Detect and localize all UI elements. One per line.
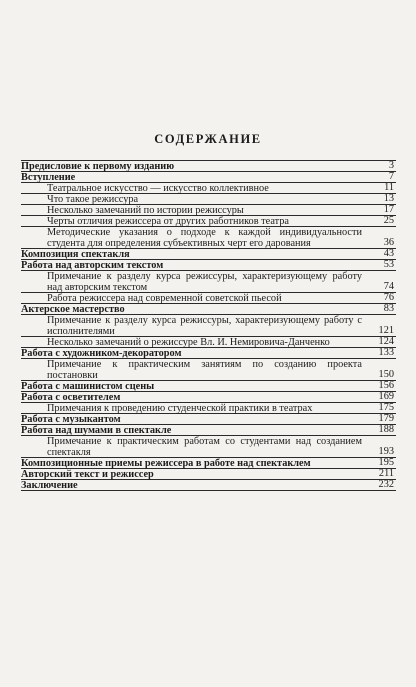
toc-entry-page-number: 121 bbox=[378, 325, 394, 336]
toc-chapter-entry bbox=[21, 172, 396, 183]
toc-entry-title: Работа с музыкантом bbox=[21, 414, 121, 425]
toc-chapter-entry bbox=[21, 161, 396, 172]
toc-subsection-entry bbox=[21, 194, 396, 205]
toc-subsection-entry bbox=[21, 205, 396, 216]
toc-entry-page-number: 7 bbox=[388, 171, 394, 182]
toc-entry-page-number: 133 bbox=[378, 347, 394, 358]
toc-entry-title: Примечание к разделу курса режиссуры, характеризующему работу с исполнителями bbox=[47, 315, 362, 337]
toc-entry-page-number: 188 bbox=[378, 424, 394, 435]
toc-entry-title: Примечание к разделу курса режиссуры, характеризующему работу над авторским текстом bbox=[47, 271, 362, 293]
toc-entry-title: Примечание к практическим работам со студентами над созданием спектакля bbox=[47, 436, 362, 458]
toc-chapter-entry bbox=[21, 458, 396, 469]
toc-entry-page-number: 169 bbox=[378, 391, 394, 402]
toc-subsection-entry bbox=[21, 227, 396, 249]
toc-chapter-entry bbox=[21, 249, 396, 260]
toc-subsection-entry bbox=[21, 183, 396, 194]
toc-entry-title: Работа с осветителем bbox=[21, 392, 121, 403]
toc-entry-title: Театральное искусство — искусство коллективное bbox=[47, 183, 269, 194]
toc-entry-title: Композиционные приемы режиссера в работе над спектаклем bbox=[21, 458, 311, 469]
toc-subsection-entry bbox=[21, 315, 396, 337]
toc-entry-page-number: 76 bbox=[383, 292, 394, 303]
toc-entry-page-number: 195 bbox=[378, 457, 394, 468]
toc-entry-title: Вступление bbox=[21, 172, 76, 183]
toc-entry-page-number: 124 bbox=[378, 336, 394, 347]
toc-entry-title: Заключение bbox=[21, 480, 78, 491]
table-of-contents bbox=[21, 160, 396, 491]
toc-entry-page-number: 83 bbox=[383, 303, 394, 314]
toc-chapter-entry bbox=[21, 392, 396, 403]
toc-subsection-entry bbox=[21, 337, 396, 348]
toc-entry-title: Несколько замечаний по истории режиссуры bbox=[47, 205, 244, 216]
toc-entry-page-number: 150 bbox=[378, 369, 394, 380]
toc-entry-page-number: 25 bbox=[383, 215, 394, 226]
toc-subsection-entry bbox=[21, 359, 396, 381]
toc-entry-page-number: 175 bbox=[378, 402, 394, 413]
toc-entry-page-number: 74 bbox=[383, 281, 394, 292]
toc-entry-title: Композиция спектакля bbox=[21, 249, 130, 260]
toc-entry-title: Работа над авторским текстом bbox=[21, 260, 164, 271]
toc-chapter-entry bbox=[21, 469, 396, 480]
toc-subsection-entry bbox=[21, 403, 396, 414]
toc-chapter-entry bbox=[21, 304, 396, 315]
toc-entry-title: Что такое режиссура bbox=[47, 194, 139, 205]
toc-entry-page-number: 211 bbox=[378, 468, 394, 479]
toc-entry-title: Работа над шумами в спектакле bbox=[21, 425, 172, 436]
toc-entry-page-number: 13 bbox=[383, 193, 394, 204]
toc-entry-page-number: 17 bbox=[383, 204, 394, 215]
toc-entry-page-number: 156 bbox=[378, 380, 394, 391]
toc-entry-page-number: 3 bbox=[388, 160, 394, 171]
toc-chapter-entry bbox=[21, 260, 396, 271]
toc-subsection-entry bbox=[21, 436, 396, 458]
toc-subsection-entry bbox=[21, 216, 396, 227]
toc-entry-title: Актерское мастерство bbox=[21, 304, 125, 315]
toc-entry-title: Черты отличия режиссера от других работников театра bbox=[47, 216, 289, 227]
toc-entry-title: Несколько замечаний о режиссуре Вл. И. Немировича-Данченко bbox=[47, 337, 330, 348]
toc-entry-page-number: 43 bbox=[383, 248, 394, 259]
toc-entry-page-number: 232 bbox=[378, 479, 394, 490]
toc-entry-page-number: 11 bbox=[384, 182, 394, 193]
toc-subsection-entry bbox=[21, 293, 396, 304]
toc-chapter-entry bbox=[21, 414, 396, 425]
toc-entry-title: Работа с художником-декоратором bbox=[21, 348, 182, 359]
toc-chapter-entry bbox=[21, 348, 396, 359]
toc-entry-title: Работа режиссера над современной советской пьесой bbox=[47, 293, 282, 304]
toc-entry-title: Предисловие к первому изданию bbox=[21, 161, 175, 172]
toc-entry-title: Примечание к практическим занятиям по созданию проекта постановки bbox=[47, 359, 362, 381]
toc-entry-title: Работа с машинистом сцены bbox=[21, 381, 155, 392]
toc-entry-page-number: 179 bbox=[378, 413, 394, 424]
toc-chapter-entry bbox=[21, 425, 396, 436]
toc-chapter-entry bbox=[21, 480, 396, 491]
toc-subsection-entry bbox=[21, 271, 396, 293]
toc-entry-title: Авторский текст и режиссер bbox=[21, 469, 154, 480]
toc-entry-page-number: 36 bbox=[383, 237, 394, 248]
toc-entry-title: Примечания к проведению студенческой практики в театрах bbox=[47, 403, 313, 414]
toc-entry-page-number: 193 bbox=[378, 446, 394, 457]
toc-entry-title: Методические указания о подходе к каждой индивидуальности студента для определения субъективных черт его дарования bbox=[47, 227, 362, 249]
page-title: СОДЕРЖАНИЕ bbox=[154, 132, 262, 146]
toc-chapter-entry bbox=[21, 381, 396, 392]
toc-entry-page-number: 53 bbox=[383, 259, 394, 270]
